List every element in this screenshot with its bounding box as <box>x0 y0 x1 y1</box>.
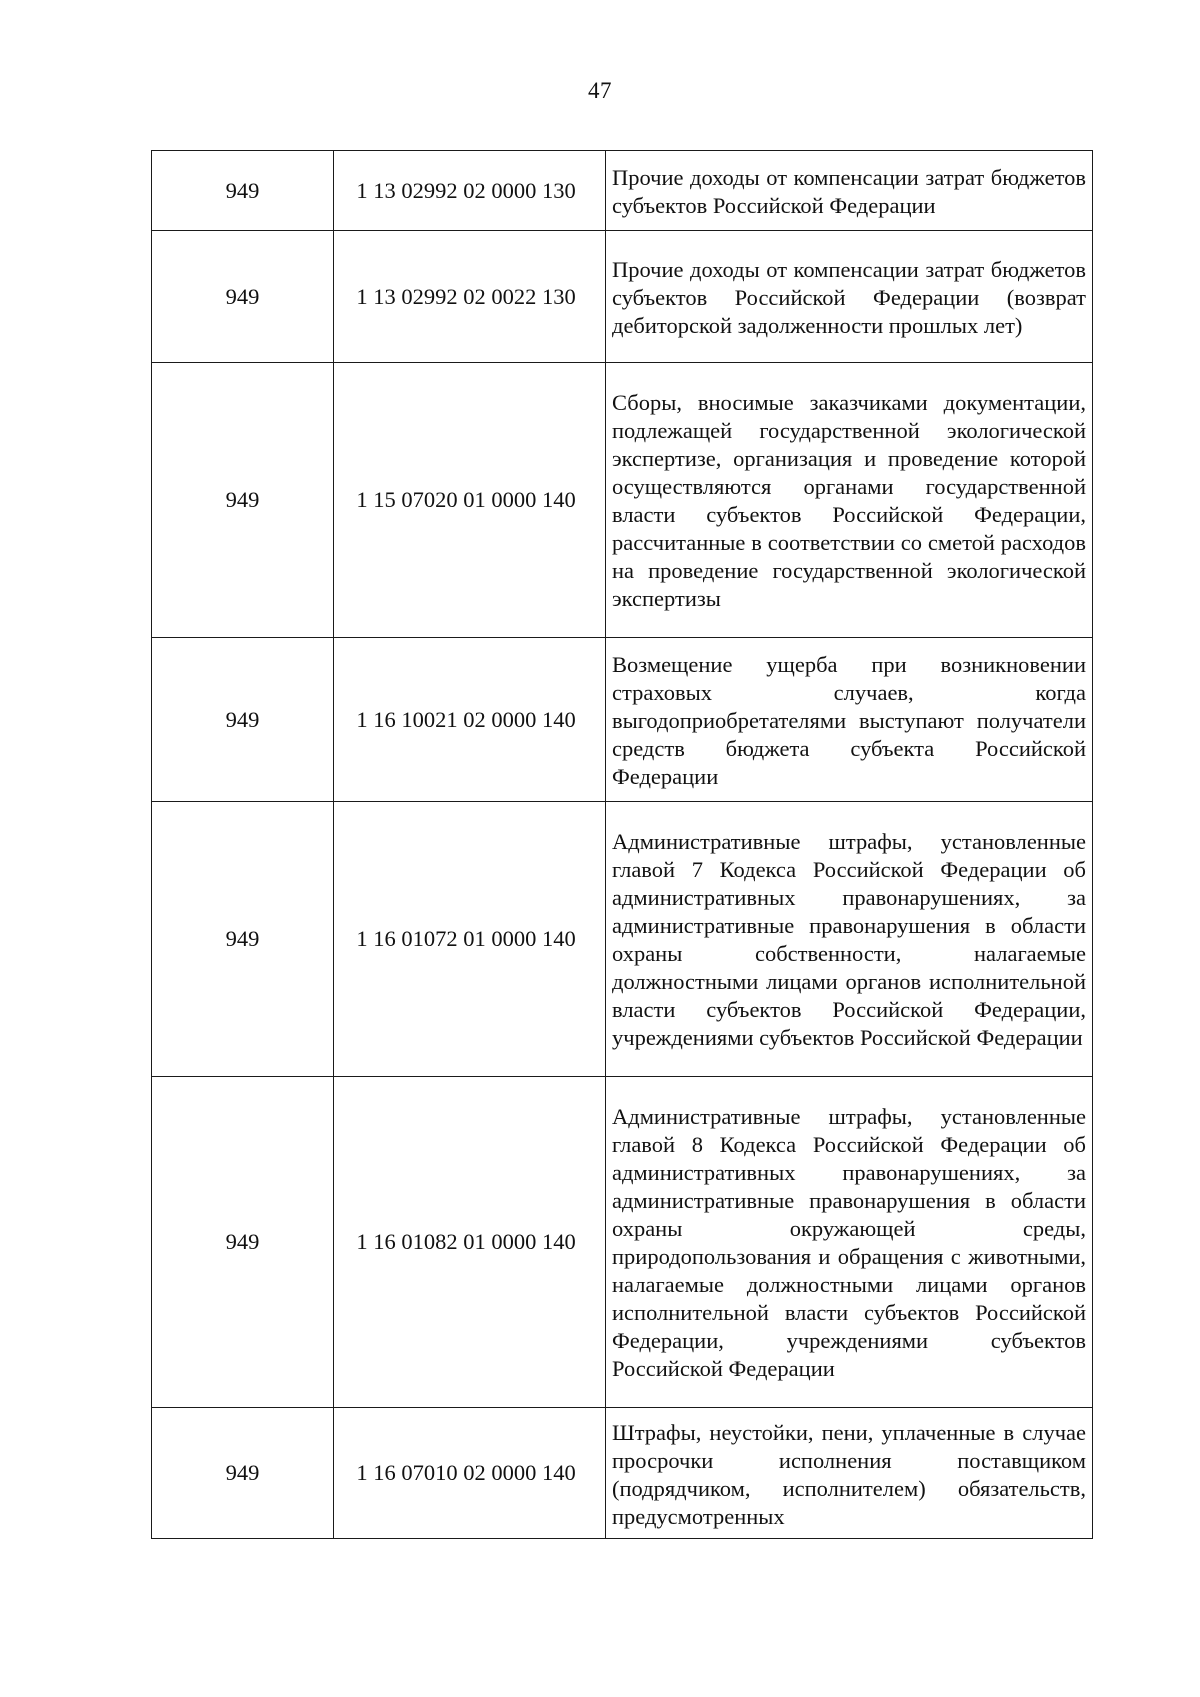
description-text: Административные штрафы, установленные главой 7 Кодекса Российской Федерации об административных правонарушениях, за административные правонарушения в области охраны собственности, налагаемые должностными лицами органов исполнительной власти субъектов Российской Федерации, учреждениями субъектов Российской Федерации <box>612 829 1086 1050</box>
admin-code-cell: 949 <box>152 1408 334 1539</box>
table-row <box>152 151 1093 231</box>
description-cell <box>606 231 1093 363</box>
budget-codes-table <box>151 150 1093 1539</box>
description-cell <box>606 1408 1093 1539</box>
budget-code-cell: 1 13 02992 02 0000 130 <box>334 151 606 231</box>
table-row <box>152 802 1093 1077</box>
admin-code-cell: 949 <box>152 1077 334 1408</box>
description-text: Прочие доходы от компенсации затрат бюджетов субъектов Российской Федерации (возврат дебиторской задолженности прошлых лет) <box>612 256 1086 338</box>
description-text: Прочие доходы от компенсации затрат бюджетов субъектов Российской Федерации <box>612 164 1086 218</box>
description-cell <box>606 151 1093 231</box>
table-row <box>152 1077 1093 1408</box>
table-row <box>152 1408 1093 1539</box>
admin-code-cell: 949 <box>152 802 334 1077</box>
budget-code-cell: 1 15 07020 01 0000 140 <box>334 363 606 638</box>
description-text: Сборы, вносимые заказчиками документации, подлежащей государственной экологической экспертизе, организация и проведение которой осуществляются органами государственной власти субъектов Российской Федерации, рассчитанные в соответствии со сметой расходов на проведение государственной экологической экспертизы <box>612 390 1086 611</box>
description-cell <box>606 802 1093 1077</box>
page-number: 47 <box>588 78 612 103</box>
admin-code-cell: 949 <box>152 363 334 638</box>
table-row <box>152 363 1093 638</box>
budget-code-cell: 1 13 02992 02 0022 130 <box>334 231 606 363</box>
budget-code-cell: 1 16 10021 02 0000 140 <box>334 638 606 802</box>
admin-code-cell: 949 <box>152 151 334 231</box>
admin-code-cell: 949 <box>152 231 334 363</box>
budget-code-cell: 1 16 01072 01 0000 140 <box>334 802 606 1077</box>
budget-code-cell: 1 16 07010 02 0000 140 <box>334 1408 606 1539</box>
description-cell <box>606 1077 1093 1408</box>
table-row <box>152 231 1093 363</box>
table-row <box>152 638 1093 802</box>
budget-code-cell: 1 16 01082 01 0000 140 <box>334 1077 606 1408</box>
description-cell <box>606 638 1093 802</box>
admin-code-cell: 949 <box>152 638 334 802</box>
description-cell <box>606 363 1093 638</box>
description-text: Штрафы, неустойки, пени, уплаченные в случае просрочки исполнения поставщиком (подрядчиком, исполнителем) обязательств, предусмотренных <box>612 1420 1086 1529</box>
description-text: Административные штрафы, установленные главой 8 Кодекса Российской Федерации об административных правонарушениях, за административные правонарушения в области охраны окружающей среды, природопользования и обращения с животными, налагаемые должностными лицами органов исполнительной власти субъектов Российской Федерации, учреждениями субъектов Российской Федерации <box>612 1104 1086 1381</box>
description-text: Возмещение ущерба при возникновении страховых случаев, когда выгодоприобретателями выступают получатели средств бюджета субъекта Российской Федерации <box>612 651 1086 789</box>
